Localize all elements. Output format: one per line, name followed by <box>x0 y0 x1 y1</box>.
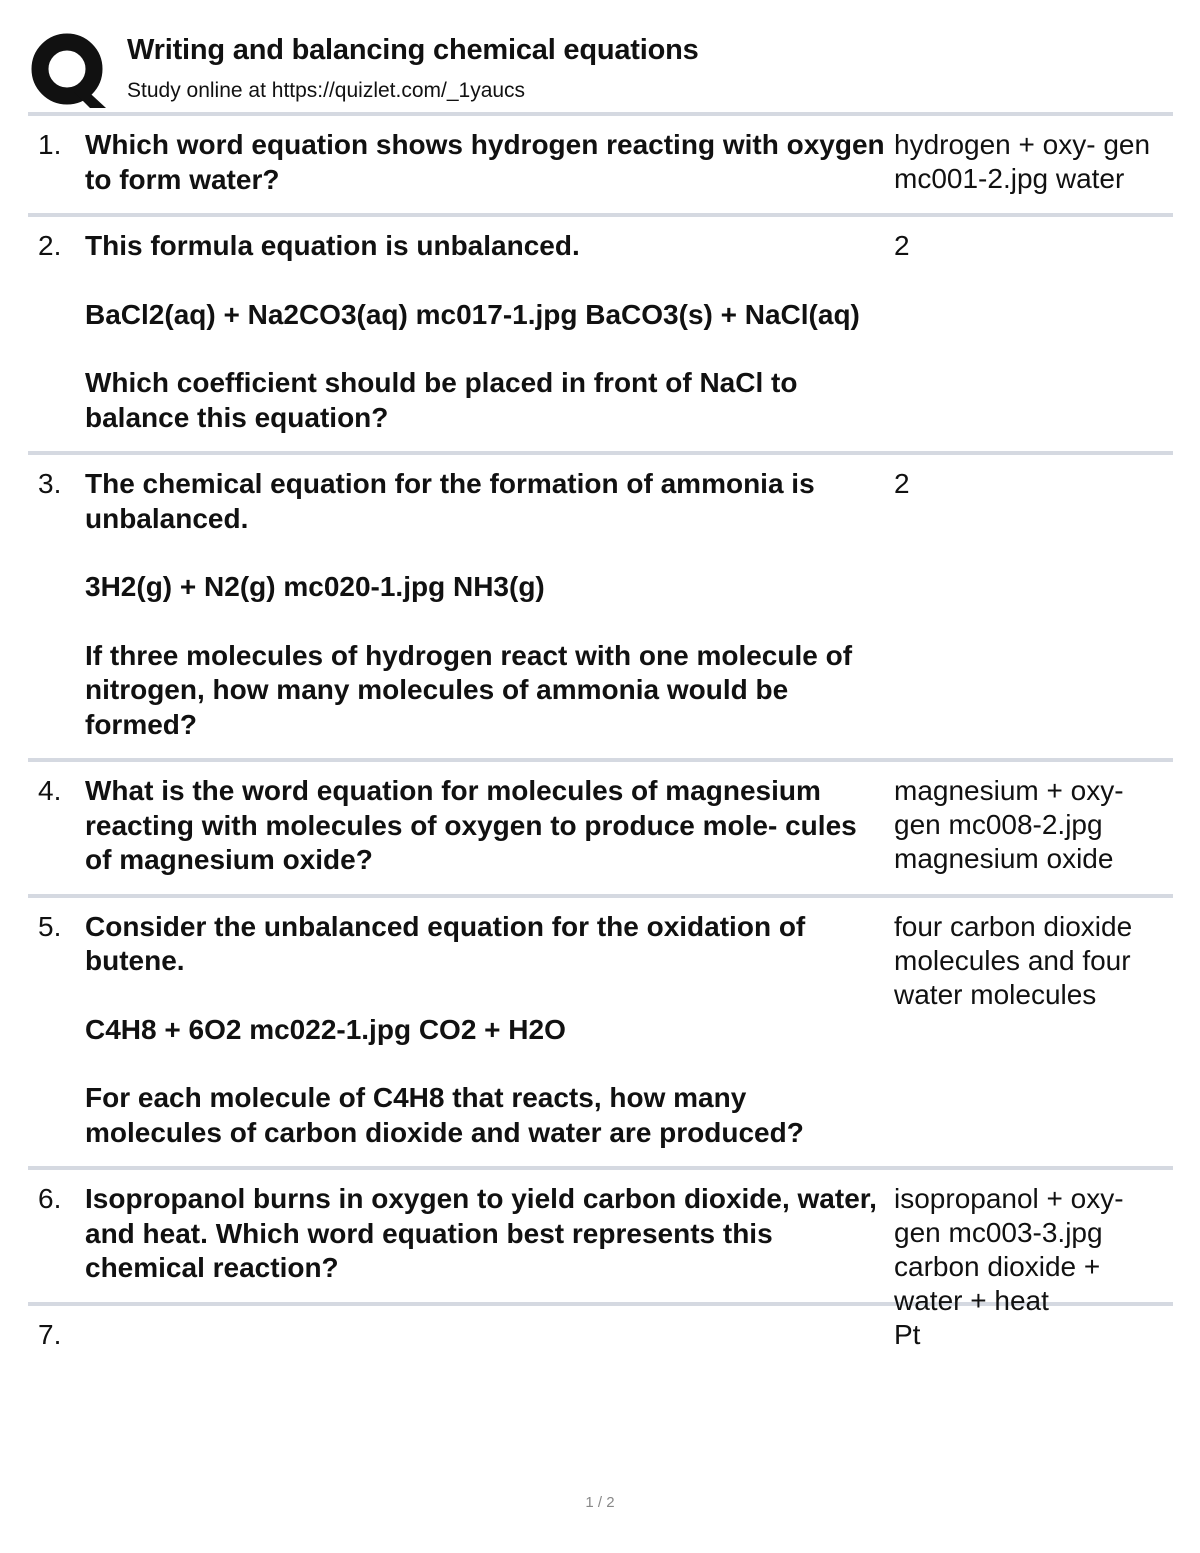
card-question <box>85 1182 885 1286</box>
card-number: 6. <box>38 1183 62 1214</box>
flashcard-row-4 <box>28 762 1173 894</box>
card-question <box>85 910 885 1151</box>
question-text: What is the word equation for molecules of magnesium reacting with molecules of oxygen to produce mole- cules of magnesium oxide? <box>85 775 857 875</box>
quizlet-logo-icon <box>30 32 110 112</box>
card-answer: four carbon dioxide molecules and four water molecules <box>894 910 1133 1010</box>
question-text: Isopropanol burns in oxygen to yield carbon dioxide, water, and heat. Which word equation best represents this chemical reaction? <box>85 1183 877 1283</box>
card-answer: hydrogen + oxy- gen mc001-2.jpg water <box>894 129 1151 194</box>
flashcard-row-1 <box>28 116 1173 213</box>
question-equation: 3H2(g) + N2(g) mc020-1.jpg NH3(g) <box>85 571 545 602</box>
card-answer: 2 <box>894 230 910 261</box>
card-question <box>85 1318 885 1352</box>
question-equation: C4H8 + 6O2 mc022-1.jpg CO2 + H2O <box>85 1013 566 1045</box>
card-number: 5. <box>38 910 62 942</box>
card-answer: 2 <box>894 468 910 499</box>
card-number: 7. <box>38 1318 62 1350</box>
flashcard-row-2 <box>28 217 1173 451</box>
card-question <box>85 229 885 435</box>
question-text: The chemical equation for the formation of ammonia is unbalanced. <box>85 468 815 534</box>
card-question <box>85 774 885 878</box>
card-question <box>85 467 885 742</box>
question-text: Which coefficient should be placed in front of NaCl to balance this equation? <box>85 367 798 433</box>
flashcard-row-7 <box>28 1306 1173 1368</box>
study-online-link-text: Study online at https://quizlet.com/_1yaucs <box>127 79 526 102</box>
flashcard-row-3 <box>28 455 1173 758</box>
question-text: If three molecules of hydrogen react with one molecule of nitrogen, how many molecules of ammonia would be formed? <box>85 639 853 740</box>
card-answer: Pt <box>894 1318 921 1350</box>
card-question <box>85 128 885 197</box>
page-header <box>30 30 1175 112</box>
card-number: 4. <box>38 775 62 806</box>
question-text: For each molecule of C4H8 that reacts, how many molecules of carbon dioxide and water are produced? <box>85 1082 804 1148</box>
question-text: Which word equation shows hydrogen reacting with oxygen to form water? <box>85 129 885 195</box>
card-number: 1. <box>38 129 62 160</box>
page-number: 1 / 2 <box>585 1494 615 1511</box>
page-title: Writing and balancing chemical equations <box>127 34 699 66</box>
question-text: Consider the unbalanced equation for the oxidation of butene. <box>85 910 806 976</box>
question-equation: BaCl2(aq) + Na2CO3(aq) mc017-1.jpg BaCO3(s) + NaCl(aq) <box>85 298 860 330</box>
card-answer: magnesium + oxy- gen mc008-2.jpg magnesium oxide <box>894 775 1124 874</box>
flashcard-list <box>28 112 1173 1368</box>
card-answer: isopropanol + oxy- gen mc003-3.jpg carbon dioxide + water + heat <box>894 1183 1124 1316</box>
flashcard-row-5 <box>28 898 1173 1167</box>
card-number: 3. <box>38 468 62 499</box>
card-number: 2. <box>38 230 62 261</box>
flashcard-row-6 <box>28 1170 1173 1316</box>
question-text: This formula equation is unbalanced. <box>85 230 580 261</box>
